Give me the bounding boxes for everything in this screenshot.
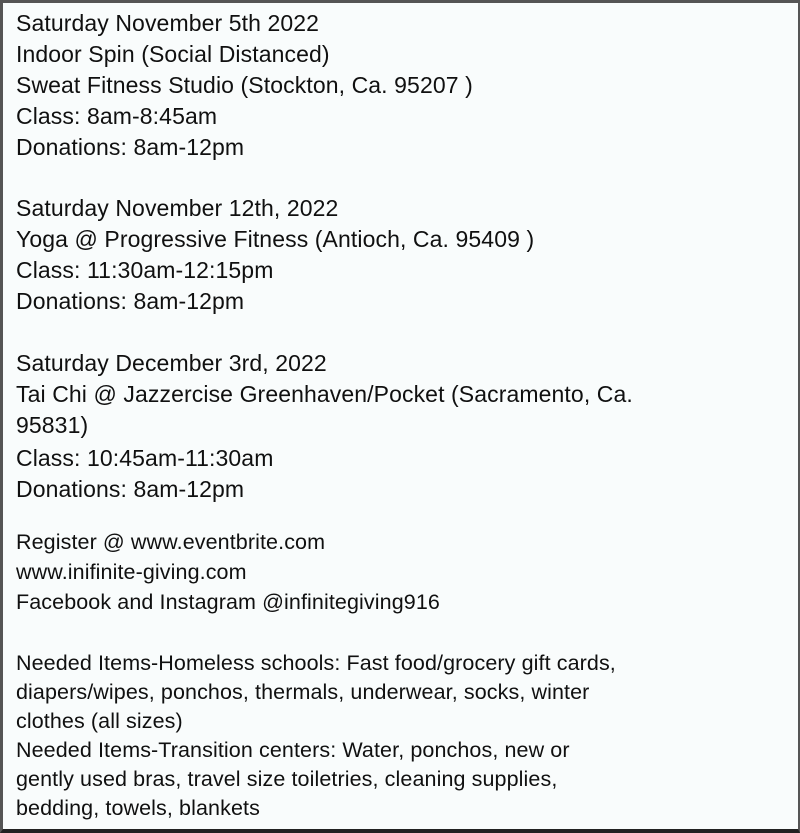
event-2-date: Saturday November 12th, 2022 xyxy=(16,195,339,221)
event-3-donations: Donations: 8am-12pm xyxy=(16,476,245,502)
event-2-class-time: Class: 11:30am-12:15pm xyxy=(16,257,274,283)
event-1-donations: Donations: 8am-12pm xyxy=(16,134,245,160)
register-line: Register @ www.eventbrite.com xyxy=(16,530,326,554)
event-3-activity-line1: Tai Chi @ Jazzercise Greenhaven/Pocket (Sacramento, Ca. xyxy=(16,381,633,407)
event-3-class-time: Class: 10:45am-11:30am xyxy=(16,445,274,471)
event-1-date: Saturday November 5th 2022 xyxy=(16,10,320,36)
needed-centers-line3: bedding, towels, blankets xyxy=(16,796,260,820)
event-2-activity: Yoga @ Progressive Fitness (Antioch, Ca. 95409 ) xyxy=(16,226,535,252)
event-2-donations: Donations: 8am-12pm xyxy=(16,288,245,314)
needed-schools-line2: diapers/wipes, ponchos, thermals, underwear, socks, winter xyxy=(16,680,590,704)
event-3-activity-line2: 95831) xyxy=(16,412,89,438)
event-1-venue: Sweat Fitness Studio (Stockton, Ca. 95207 ) xyxy=(16,72,473,98)
website-line: www.inifinite-giving.com xyxy=(16,560,247,584)
event-1-class-time: Class: 8am-8:45am xyxy=(16,103,218,129)
needed-schools-line3: clothes (all sizes) xyxy=(16,709,183,733)
needed-centers-line2: gently used bras, travel size toiletries, cleaning supplies, xyxy=(16,767,558,791)
event-1-activity: Indoor Spin (Social Distanced) xyxy=(16,41,330,67)
needed-centers-line1: Needed Items-Transition centers: Water, ponchos, new or xyxy=(16,738,570,762)
needed-schools-line1: Needed Items-Homeless schools: Fast food/grocery gift cards, xyxy=(16,651,616,675)
social-line: Facebook and Instagram @infinitegiving916 xyxy=(16,590,440,614)
event-3-date: Saturday December 3rd, 2022 xyxy=(16,350,327,376)
